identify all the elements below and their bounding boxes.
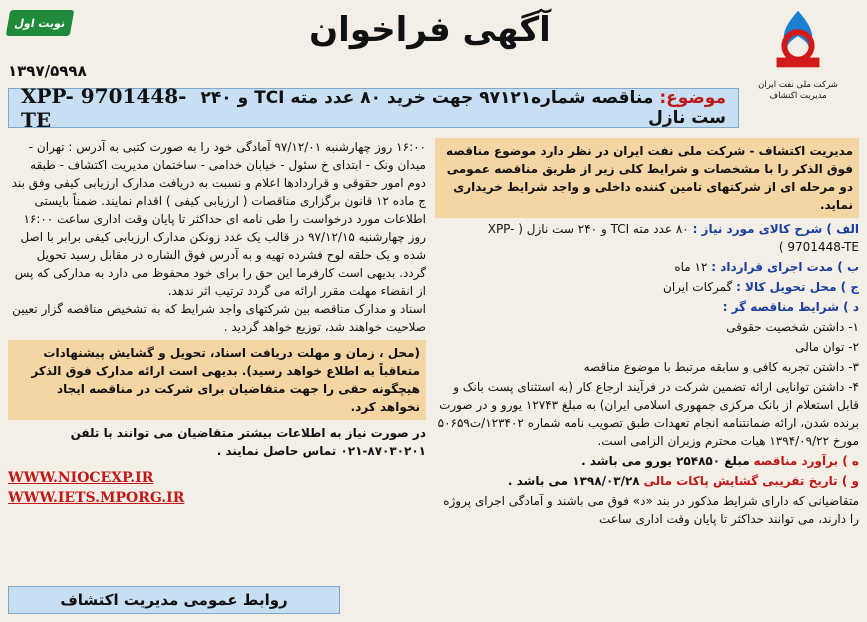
intro-paragraph: مدیریت اکتشاف - شرکت ملی نفت ایران در نظر دارد موضوع مناقصه فوق الذکر را با مشخصات و شرایط کلی زیر از طریق مناقصه عمومی دو مرحله ای از شرکتهای تامین کننده داخلی و واجد شرایط خریداری نماید. xyxy=(435,138,859,218)
item-c-title: ج ) محل تحویل کالا : xyxy=(736,280,859,294)
right-column xyxy=(435,138,859,616)
website-link-2[interactable]: WWW.IETS.MPORG.IR xyxy=(8,490,185,506)
item-f-text: ۱۳۹۸/۰۳/۲۸ می باشد . xyxy=(507,474,640,488)
item-c-text: گمرکات ایران xyxy=(663,280,733,294)
left-column xyxy=(8,138,426,616)
nioc-logo xyxy=(737,6,859,126)
subject-label: موضوع: xyxy=(659,88,726,108)
doc-number: ۱۳۹۷/۵۹۹۸ xyxy=(8,62,87,80)
logo-caption-2: مدیریت اکتشاف xyxy=(769,91,827,101)
item-e-text: مبلغ ۲۵۴۸۵۰ یورو می باشد . xyxy=(581,454,750,468)
subject-text: مناقصه شماره۹۷۱۲۱ جهت خرید ۸۰ عدد مته TCI و ۲۴۰ ست نازل xyxy=(200,88,726,128)
item-b-title: ب ) مدت اجرای قرارداد : xyxy=(711,260,859,274)
condition-3: ۳- داشتن تجربه کافی و سابقه مرتبط با موضوع مناقصه xyxy=(583,360,859,374)
paragraph-4: در صورت نیاز به اطلاعات بیشتر متقاضیان می توانند با تلفن ۸۷۰۳۰۲۰۱-۰۲۱ تماس حاصل نمایند . xyxy=(70,426,426,458)
tender-code: XPP- 9701448-TE xyxy=(21,84,187,132)
item-f xyxy=(435,472,859,490)
item-d-title: د ) شرایط مناقصه گر : xyxy=(722,300,859,314)
flame-logo-icon xyxy=(759,6,837,76)
page-title: آگهی فراخوان xyxy=(309,10,551,50)
item-d xyxy=(435,298,859,316)
subject-line xyxy=(190,88,726,128)
website-links xyxy=(8,468,426,508)
item-a xyxy=(435,220,859,256)
subject-banner xyxy=(8,84,739,132)
item-f-title: و ) تاریخ تقریبی گشایش پاکات مالی xyxy=(643,474,859,488)
condition-2: ۲- توان مالی xyxy=(795,340,859,354)
paragraph-3: (محل ، زمان و مهلت دریافت اسناد، تحویل و گشایش پیشنهادات متعاقباً به اطلاع خواهد رسید). بدیهی است ارائه مدارک فوق الذکر هیچگونه حقی را جهت متقاضیان برای شرکت در مناقصه ایجاد نخواهد کرد. xyxy=(8,340,426,420)
paragraph-1: ۱۶:۰۰ روز چهارشنبه ۹۷/۱۲/۰۱ آمادگی خود را به صورت کتبی به آدرس : تهران - میدان ونک - ابتدای خ سئول - خیابان خدامی - ساختمان مدیریت اکتشاف - طبقه دوم امور حقوقی و قراردادها اعلام و نسبت به دریافت مدارک ارزیابی کیفی وفق بند ج ماده ۱۲ قانون برگزاری مناقصات ( ارزیابی کیفی ) اقدام نمایند. ضمناً بایستی اطلاعات مورد درخواست را طی نامه ای حداکثر تا پایان وقت اداری ساعت ۱۶:۰۰ روز چهارشنبه ۹۷/۱۲/۱۵ در قالب یک عدد زونکن مدارک ارزیابی کیفی برابر با اصل شده و یک حلقه لوح فشرده تهیه و به آدرس فوق الشاره در مقابل رسید تحویل گردد. بدیهی است کارفرما این حق را برای خود محفوظ می دارد به مدارکی که پس از انقضاء مهلت مقرر ارائه می گردد ترتیب اثر ندهد. xyxy=(11,140,426,298)
item-b-text: ۱۲ ماه xyxy=(674,260,708,274)
website-link-1[interactable]: WWW.NIOCEXP.IR xyxy=(8,470,154,486)
item-b xyxy=(435,258,859,276)
paragraph-2: اسناد و مدارک مناقصه بین شرکتهای واجد شرایط که به تشخیص مناقصه گزار تعیین صلاحیت خواهند شد، توزیع خواهد گردید . xyxy=(12,302,426,334)
item-a-title: الف ) شرح کالای مورد نیاز : xyxy=(692,222,859,236)
condition-4: ۴- داشتن توانایی ارائه تضمین شرکت در فرآیند ارجاع کار (به استثنای پست بانک و قابل استعلام از بانک مرکزی جمهوری اسلامی ایران) به مبلغ ۱۲۷۴۳ یورو و در صورت برنده شدن، ارائه ضمانتنامه انجام تعهدات طبق تصویب نامه شماره ۱۲۳۴۰۲/ت۵۰۶۵۹ مورخ ۱۳۹۴/۰۹/۲۲ هیات محترم وزیران الزامی است. xyxy=(437,380,859,448)
item-c xyxy=(435,278,859,296)
item-e-title: ه ) برآورد مناقصه xyxy=(753,454,859,468)
item-e xyxy=(435,452,859,470)
footer-signature: روابط عمومی مدیریت اکتشاف xyxy=(8,586,340,614)
condition-1: ۱- داشتن شخصیت حقوقی xyxy=(726,320,859,334)
final-paragraph: متقاضیانی که دارای شرایط مذکور در بند «د» فوق می باشند و آمادگی اجرای پروژه را دارند، می توانند حداکثر تا پایان وقت اداری ساعت xyxy=(443,494,859,526)
logo-caption-1: شرکت ملی نفت ایران xyxy=(758,80,838,90)
item-a-text: ۸۰ عدد مته TCI و ۲۴۰ ست نازل ( XPP- 9701448-TE ) xyxy=(487,222,859,254)
status-badge: نوبت اول xyxy=(6,10,75,36)
